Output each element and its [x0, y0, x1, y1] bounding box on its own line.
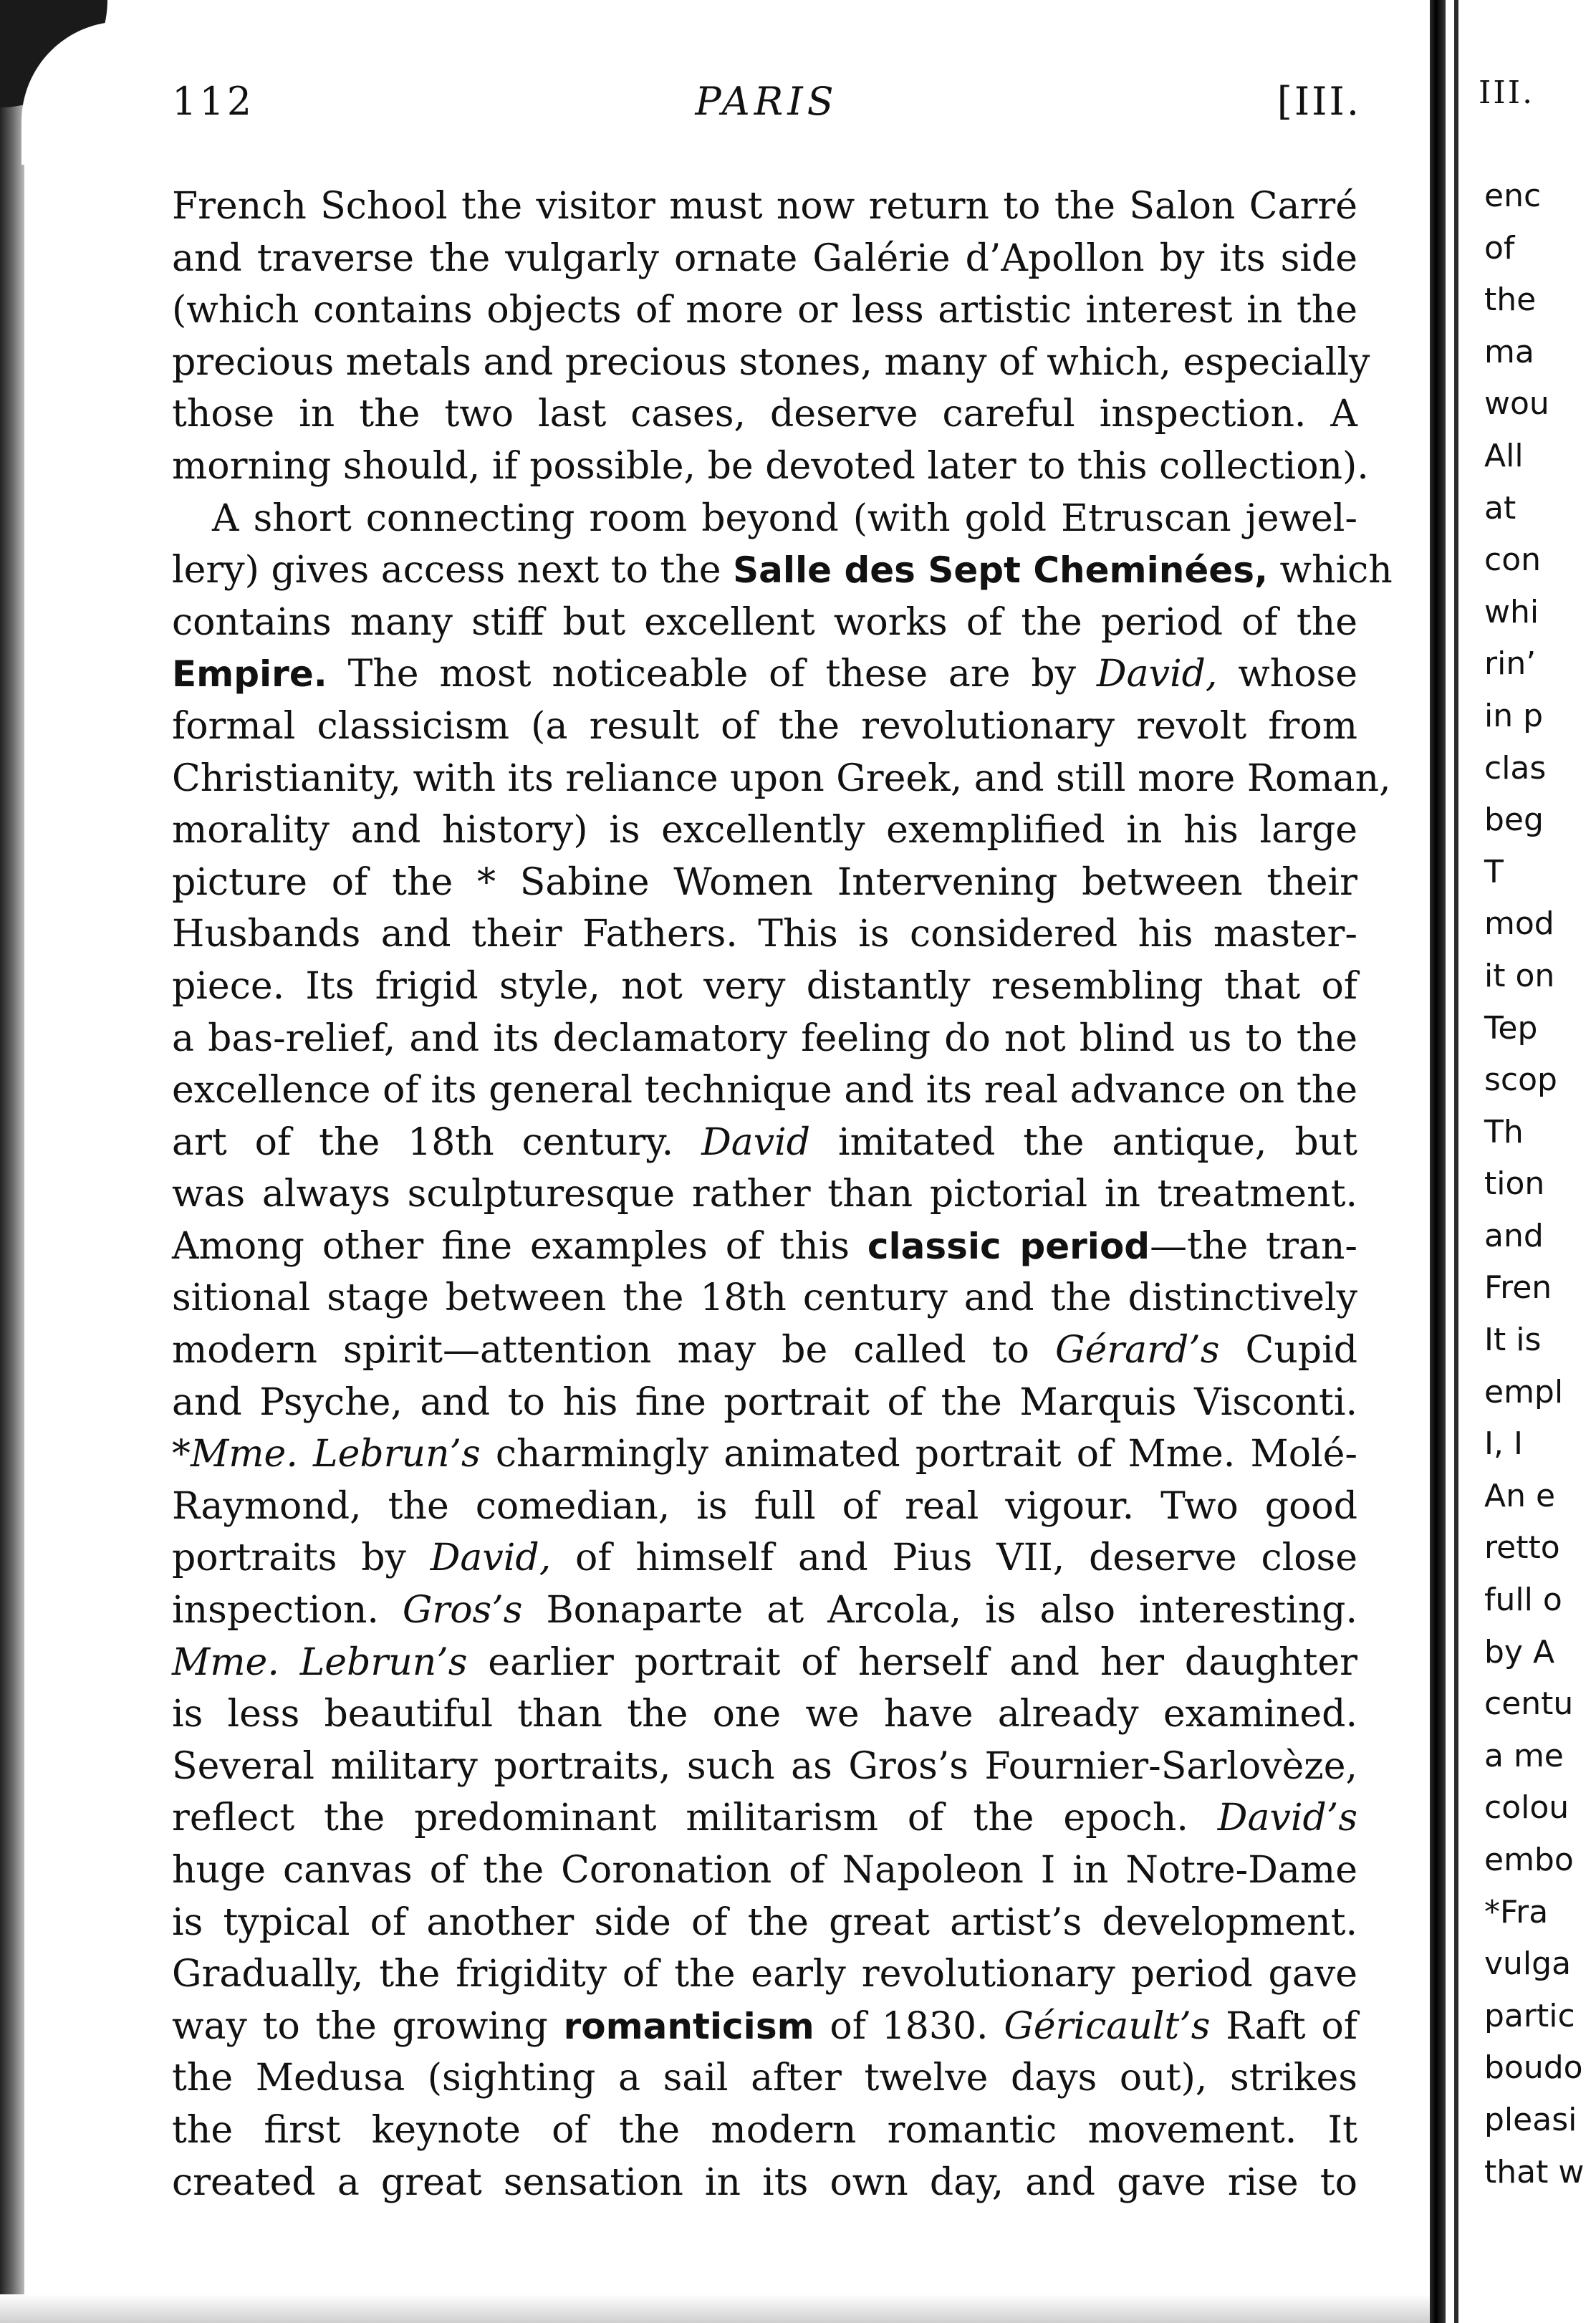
text-run: formal classicism (a result of the revolutionary revolt from [172, 704, 1357, 748]
facing-text-line: vulga [1484, 1946, 1572, 1983]
text-run: which [1267, 549, 1393, 592]
running-head [172, 79, 1361, 136]
text-line [172, 908, 1357, 961]
text-line [172, 597, 1357, 649]
facing-text-line: Tep [1484, 1009, 1538, 1047]
facing-text-line: Fren [1484, 1269, 1552, 1307]
text-run: Bonaparte at Arcola, is also interesting. [522, 1589, 1357, 1632]
bold-term: Empire. [172, 653, 327, 696]
text-run: Raft of [1210, 2004, 1357, 2048]
text-line [172, 1792, 1357, 1845]
text-run: imitated the antique, but [810, 1120, 1357, 1164]
facing-text-line: of [1484, 229, 1515, 266]
facing-text-line: boudo [1484, 2049, 1583, 2087]
italic-name: Gros’s [402, 1589, 523, 1632]
text-run: French School the visitor must now return to the Salon Carré [172, 185, 1357, 228]
text-line [172, 1428, 1357, 1481]
page-body-text [172, 181, 1393, 2208]
text-run: was always sculpturesque rather than pictorial in treatment. [172, 1173, 1357, 1216]
facing-page-fragment [1458, 0, 1596, 2323]
facing-text-line: An e [1484, 1477, 1556, 1514]
facing-text-line: retto [1484, 1529, 1560, 1567]
text-line [172, 1377, 1357, 1429]
text-line [172, 2052, 1357, 2105]
text-run: morality and history) is excellently exemplified in his large [172, 809, 1357, 852]
facing-text-line: con [1484, 542, 1541, 579]
page-left-edge-shadow [0, 0, 24, 2323]
text-run: huge canvas of the Coronation of Napoleon I in Notre-Dame [172, 1849, 1357, 1892]
facing-text-line: embo [1484, 1842, 1574, 1878]
facing-text-line: ma [1484, 333, 1534, 370]
text-run: of 1830. [814, 2004, 1004, 2048]
text-run: piece. Its frigid style, not very distantly resembling that of [172, 964, 1357, 1008]
facing-text-line: All [1484, 437, 1524, 474]
text-line [172, 857, 1357, 909]
running-title: PARIS [695, 79, 838, 124]
text-run: A short connecting room beyond (with gold Etruscan jewel- [212, 496, 1357, 540]
text-run: (which contains objects of more or less artistic interest in the [172, 289, 1357, 332]
facing-text-line: wou [1484, 385, 1549, 423]
facing-text-line: Th [1484, 1113, 1524, 1150]
text-run: * [172, 1433, 191, 1476]
text-run: Husbands and their Fathers. This is considered his master- [172, 913, 1357, 956]
text-run: and Psyche, and to his fine portrait of the Marquis Visconti. [172, 1380, 1357, 1424]
facing-text-line: It is [1484, 1322, 1542, 1359]
text-run: modern spirit—attention may be called to [172, 1329, 1055, 1372]
facing-section-mark: III. [1479, 74, 1535, 111]
italic-name: Mme. Lebrun’s [172, 1640, 468, 1684]
facing-text-line: a me [1484, 1737, 1564, 1774]
italic-name: David’s [1217, 1797, 1357, 1840]
text-line [172, 2157, 1357, 2209]
bold-term: classic period [867, 1225, 1150, 1267]
text-run: lery) gives access next to the [172, 549, 734, 592]
text-run: Several military portraits, such as Gros’s Fournier-Sarlovèze, [172, 1744, 1357, 1788]
text-line [172, 804, 1357, 857]
text-line [172, 233, 1357, 285]
facing-text-line: in p [1484, 697, 1544, 734]
italic-name: David [701, 1120, 811, 1164]
italic-name: Géricault’s [1004, 2004, 1211, 2048]
text-line [172, 181, 1357, 233]
facing-text-line: centu [1484, 1685, 1574, 1723]
text-line [172, 1064, 1357, 1117]
text-line [172, 441, 1369, 493]
section-mark: [III. [1277, 79, 1361, 124]
text-line [172, 1221, 1357, 1273]
text-line [172, 544, 1393, 597]
text-run: art of the 18th century. [172, 1120, 702, 1164]
facing-text-line: colou [1484, 1789, 1569, 1827]
text-run: is typical of another side of the great artist’s development. [172, 1900, 1357, 1944]
facing-text-line: by A [1484, 1633, 1555, 1670]
text-run: portraits by [172, 1536, 431, 1580]
text-line [172, 1324, 1357, 1377]
text-line [172, 648, 1357, 701]
text-run: whose [1217, 653, 1357, 696]
facing-text-line: clas [1484, 749, 1547, 787]
text-line [172, 1741, 1357, 1793]
italic-name: Mme. Lebrun’s [191, 1433, 481, 1476]
text-run: Gradually, the frigidity of the early revolutionary period gave [172, 1953, 1357, 1996]
text-line [172, 961, 1357, 1013]
text-run: precious metals and precious stones, many of which, especially [172, 340, 1370, 384]
book-gutter [1430, 0, 1446, 2323]
text-run: sitional stage between the 18th century and the distinctively [172, 1276, 1357, 1320]
facing-text-line: *Fra [1484, 1893, 1549, 1930]
text-run: contains many stiff but excellent works of the period of the [172, 600, 1357, 644]
text-line [172, 388, 1357, 441]
facing-text-line: tion [1484, 1165, 1545, 1203]
text-run: is less beautiful than the one we have already examined. [172, 1693, 1357, 1736]
page-number: 112 [172, 79, 255, 124]
text-line [172, 493, 1357, 545]
page-bottom-edge-shadow [0, 2294, 1433, 2323]
facing-text-line: it on [1484, 957, 1555, 994]
text-run: a bas-relief, and its declamatory feeling do not blind us to the [172, 1016, 1357, 1060]
text-run: The most noticeable of these are by [327, 653, 1097, 696]
text-run: Cupid [1219, 1329, 1358, 1372]
facing-text-line: rin’ [1484, 645, 1537, 683]
facing-text-line: T [1484, 853, 1504, 890]
text-run: the Medusa (sighting a sail after twelve days out), strikes [172, 2057, 1357, 2100]
text-run: charmingly animated portrait of Mme. Molé- [480, 1433, 1358, 1476]
text-line [172, 1013, 1357, 1065]
text-line [172, 1845, 1357, 1897]
text-line [172, 2001, 1357, 2053]
facing-text-line: mod [1484, 905, 1554, 943]
text-run: excellence of its general technique and its real advance on the [172, 1069, 1357, 1112]
bold-term: romanticism [563, 2005, 814, 2047]
text-run: —the tran- [1150, 1224, 1357, 1268]
text-run: created a great sensation in its own day, and gave rise to [172, 2160, 1357, 2204]
facing-page-text [1484, 170, 1584, 2198]
text-line [172, 701, 1357, 753]
text-line [172, 1637, 1357, 1689]
text-run: those in the two last cases, deserve careful inspection. A [172, 393, 1357, 436]
text-run: Christianity, with its reliance upon Greek, and still more Roman, [172, 756, 1391, 800]
text-run: the first keynote of the modern romantic movement. It [172, 2108, 1357, 2152]
facing-text-line: the [1484, 282, 1537, 319]
text-line [172, 1168, 1357, 1221]
text-run: and traverse the vulgarly ornate Galérie d’Apollon by its side [172, 236, 1357, 280]
text-line [172, 1897, 1357, 1949]
text-line [172, 2105, 1357, 2157]
text-line [172, 1117, 1357, 1169]
bold-term: Salle des Sept Cheminées, [733, 549, 1268, 592]
facing-text-line: that w [1484, 2153, 1585, 2190]
text-run: morning should, if possible, be devoted later to this collection). [172, 444, 1369, 488]
text-line [172, 1584, 1357, 1637]
italic-name: David, [430, 1536, 552, 1580]
text-run: earlier portrait of herself and her daughter [467, 1640, 1357, 1684]
text-run: inspection. [172, 1589, 403, 1632]
text-run: Raymond, the comedian, is full of real vigour. Two good [172, 1484, 1357, 1528]
facing-text-line: whi [1484, 593, 1539, 630]
text-run: of himself and Pius VII, deserve close [551, 1536, 1357, 1580]
text-line [172, 1688, 1357, 1741]
facing-text-line: at [1484, 489, 1516, 526]
text-line [172, 1272, 1357, 1324]
text-run: picture of the * Sabine Women Intervening between their [172, 860, 1357, 904]
italic-name: Gérard’s [1054, 1329, 1220, 1372]
text-run: Among other fine examples of this [172, 1224, 867, 1268]
text-run: reflect the predominant militarism of the epoch. [172, 1797, 1218, 1840]
facing-text-line: beg [1484, 802, 1544, 839]
text-line [172, 337, 1370, 389]
text-line [172, 1948, 1357, 2001]
facing-text-line: pleasi [1484, 2101, 1577, 2138]
text-run: way to the growing [172, 2004, 564, 2048]
text-line [172, 1481, 1357, 1533]
facing-text-line: enc [1484, 178, 1542, 214]
facing-text-line: scop [1484, 1062, 1557, 1099]
facing-text-line: empl [1484, 1373, 1564, 1410]
facing-text-line: and [1484, 1217, 1544, 1254]
italic-name: David, [1096, 653, 1218, 696]
text-line [172, 753, 1391, 805]
facing-text-line: full o [1484, 1582, 1562, 1619]
text-line [172, 1532, 1357, 1584]
facing-text-line: I, I [1484, 1425, 1523, 1463]
facing-text-line: partic [1484, 1997, 1575, 2034]
text-line [172, 284, 1357, 337]
